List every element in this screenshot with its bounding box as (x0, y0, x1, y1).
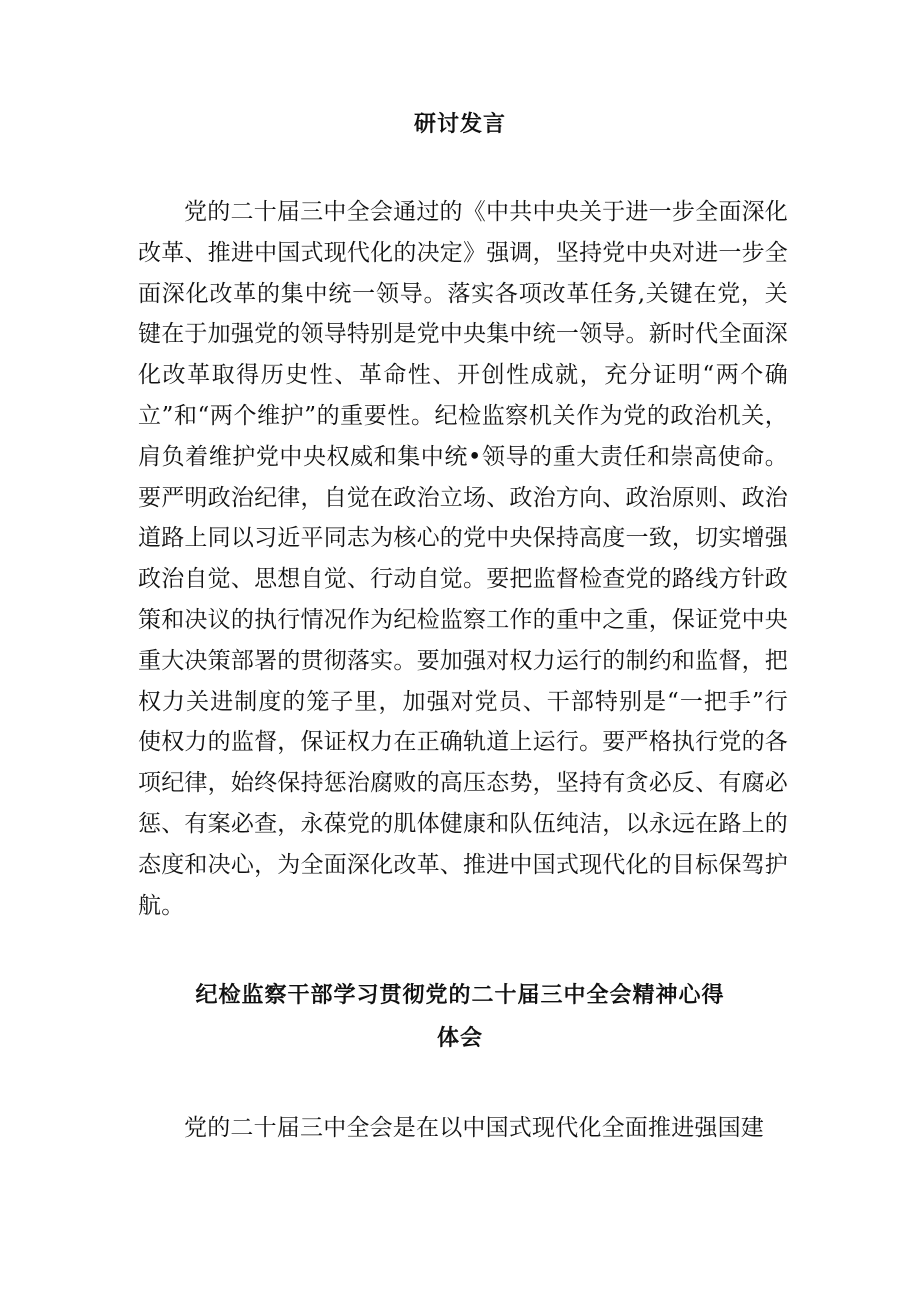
body-paragraph-speech: 党的二十届三中全会通过的《中共中央关于进一步全面深化改革、推进中国式现代化的决定》强调，坚持党中央对进一步全面深化改革的集中统一领导。落实各项改革任务,关键在党，关键在于加强党的领导特别是党中央集中统一领导。新时代全面深化改革取得历史性、革命性、开创性成就，充分证明“两个确立”和“两个维护”的重要性。纪检监察机关作为党的政治机关，肩负着维护党中央权威和集中统•领导的重大责任和崇高使命。要严明政治纪律，自觉在政治立场、政治方向、政治原则、政治道路上同以习近平同志为核心的党中央保持高度一致，切实增强政治自觉、思想自觉、行动自觉。要把监督检查党的路线方针政策和决议的执行情况作为纪检监察工作的重中之重，保证党中央重大决策部署的贯彻落实。要加强对权力运行的制约和监督，把权力关进制度的笼子里，加强对党员、干部特别是“一把手”行使权力的监督，保证权力在正确轨道上运行。要严格执行党的各项纪律，始终保持惩治腐败的高压态势，坚持有贪必反、有腐必惩、有案必查，永葆党的肌体健康和队伍纯洁，以永远在路上的态度和决心，为全面深化改革、推进中国式现代化的目标保驾护航。 (138, 199, 788, 919)
section-title-experience-line2: 体会 (436, 1026, 483, 1051)
section-title-experience-line1: 纪检监察干部学习贯彻党的二十届三中全会精神心得 (195, 983, 725, 1008)
body-paragraph-experience: 党的二十届三中全会是在以中国式现代化全面推进强国建 (184, 1115, 764, 1141)
section-title-speech: 研讨发言 (413, 112, 506, 137)
